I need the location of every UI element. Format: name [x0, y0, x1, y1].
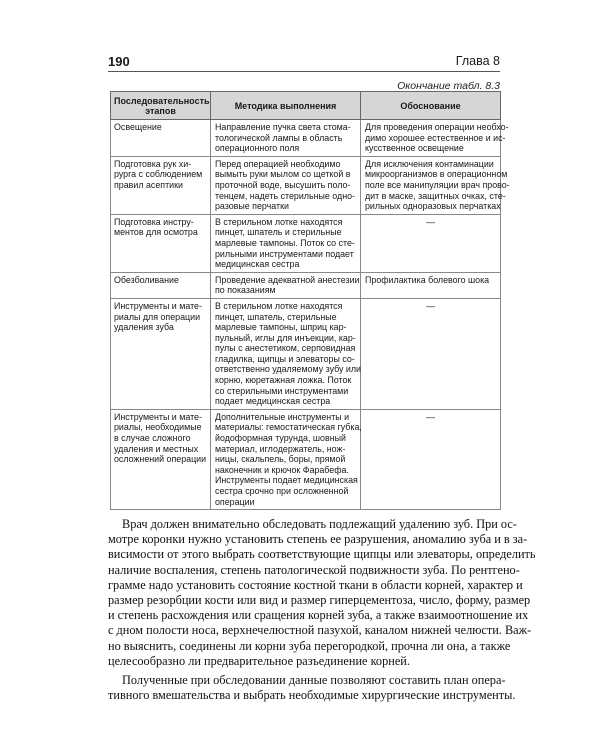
paragraph [108, 517, 536, 669]
cell-line: тенцем, надеть стерильные одно- [215, 190, 355, 201]
cell-line: в случае сложного [114, 433, 191, 444]
text-line: но выяснить, соединены ли корни зуба перегородкой, прочна ли она, а также [108, 638, 511, 653]
cell-line: Последовательность [114, 95, 210, 106]
running-header [108, 52, 500, 72]
cell-line: материал, иглодержатель, нож- [215, 443, 346, 454]
text-line: мотре коронки нужно установить степень ее разрушения, аномалию зуба и в за- [108, 532, 528, 547]
text-line: с дном полости носа, верхнечелюстной пазухой, каналом нижней челюсти. Важ- [108, 623, 532, 638]
cell-line: удаления зуба [114, 322, 174, 333]
cell-line: пулы с анестетиком, серповидная [215, 343, 356, 354]
cell-line: Инструменты и мате- [114, 411, 202, 422]
cell-line: вымыть руки мылом со щеткой в [215, 169, 351, 180]
text-line: и степень расхождения или сращения корней зуба, а также взаимоотношение их [108, 608, 529, 623]
text-line: размер резорбции кости или вид и размер гиперцементоза, число, форму, размер [108, 593, 531, 608]
text-line: грамме надо установить состояние костной ткани в области корней, характер и [108, 577, 523, 592]
cell-line: марлевые тампоны, шприц кар- [215, 322, 347, 333]
rationale-cell [361, 409, 501, 509]
column-header-method [211, 92, 361, 120]
cell-line: подает медицинская сестра [215, 396, 331, 407]
table-row [111, 298, 501, 409]
stage-cell [111, 120, 211, 157]
text-line: висимости от этого выбрать соответствующие щипцы или элеваторы, определить [108, 547, 536, 562]
method-cell [211, 156, 361, 214]
cell-line: операционного поля [215, 143, 300, 154]
cell-line: дит в маске, защитных очках, сте- [365, 190, 506, 201]
text-line: целесообразно ли предварительное разъединение корней. [108, 653, 410, 668]
cell-line: Подготовка инстру- [114, 216, 194, 227]
rationale-cell [361, 214, 501, 272]
method-cell [211, 409, 361, 509]
cell-line: — [426, 411, 435, 422]
body-text [108, 517, 536, 707]
rationale-cell [361, 272, 501, 298]
stage-cell [111, 156, 211, 214]
cell-line: димо хорошее естественное и ис- [365, 132, 506, 143]
cell-line: риалы, необходимые [114, 422, 202, 433]
cell-line: пульный, иглы для инъекции, кар- [215, 332, 356, 343]
cell-line: проточной воде, высушить поло- [215, 179, 351, 190]
cell-line: ментов для осмотра [114, 227, 198, 238]
cell-line: материалы: гемостатическая губка, [215, 422, 362, 433]
text-line: Полученные при обследовании данные позволяют составить план опера- [122, 673, 506, 688]
stage-cell [111, 214, 211, 272]
cell-line: В стерильном лотке находятся [215, 216, 343, 227]
cell-line: — [426, 300, 435, 311]
stage-cell [111, 272, 211, 298]
method-cell [211, 272, 361, 298]
cell-line: Инструменты подает медицинская [215, 475, 358, 486]
cell-line: гладилка, щипцы и элеваторы со- [215, 353, 355, 364]
table-row [111, 156, 501, 214]
table-row [111, 120, 501, 157]
cell-line: медицинская сестра [215, 259, 300, 270]
cell-line: ницы, скальпель, боры, прямой [215, 454, 346, 465]
cell-line: Направление пучка света стома- [215, 122, 351, 132]
cell-line: рурга с соблюдением [114, 169, 203, 180]
method-cell [211, 120, 361, 157]
cell-line: Профилактика болевого шока [365, 274, 490, 285]
cell-line: Методика выполнения [234, 100, 337, 111]
cell-line: тологической лампы в область [215, 132, 343, 143]
table-row [111, 272, 501, 298]
rationale-cell [361, 156, 510, 214]
cell-line: марлевые тампоны. Поток со сте- [215, 237, 355, 248]
cell-line: Проведение адекватной анестезии [215, 274, 360, 285]
cell-line: кусственное освещение [365, 143, 464, 154]
table-header-row [111, 92, 501, 120]
cell-line: сестра срочно при осложненной [215, 486, 349, 496]
procedure-table [110, 91, 510, 510]
table-row [111, 409, 501, 509]
cell-line: В стерильном лотке находятся [215, 300, 343, 311]
rationale-cell [361, 120, 509, 157]
text-line: тивного вмешательства и выбрать необходимые хирургические инструменты. [108, 688, 516, 703]
cell-line: удаления и местных [114, 443, 199, 454]
cell-line: рильными инструментами подает [215, 248, 354, 259]
cell-line: Перед операцией необходимо [215, 158, 341, 169]
cell-line: Для исключения контаминации [365, 158, 494, 169]
method-cell [211, 214, 361, 272]
cell-line: осложнений операции [114, 454, 207, 465]
cell-line: разовые перчатки [215, 201, 289, 212]
cell-line: Дополнительные инструменты и [215, 411, 350, 422]
cell-line: этапов [145, 105, 176, 116]
cell-line: правил асептики [114, 179, 183, 190]
paragraph [108, 673, 516, 703]
chapter-title: Глава 8 [455, 54, 500, 68]
cell-line: Обезболивание [114, 274, 179, 285]
page-number: 190 [108, 54, 130, 69]
cell-line: риалы для операции [114, 311, 201, 322]
cell-line: Освещение [114, 122, 162, 132]
rationale-cell [361, 298, 501, 409]
cell-line: со стерильными инструментами [215, 385, 349, 396]
stage-cell [111, 409, 211, 509]
cell-line: микроорганизмов в операционном [365, 169, 508, 180]
column-header-stage [111, 92, 211, 120]
cell-line: Для проведения операции необхо- [365, 122, 509, 132]
cell-line: Подготовка рук хи- [114, 158, 192, 169]
cell-line: Обоснование [400, 100, 461, 111]
cell-line: корню, кюретажная ложка. Поток [215, 375, 352, 386]
cell-line: ответственно удаляемому зубу или [215, 364, 361, 375]
column-header-rationale [361, 92, 501, 120]
cell-line: операции [215, 496, 255, 507]
table-row [111, 214, 501, 272]
cell-line: рильных одноразовых перчатках [365, 201, 501, 212]
cell-line: — [426, 216, 435, 227]
cell-line: наконечник и крючок Фарабефа. [215, 464, 349, 475]
header-divider [108, 71, 500, 72]
method-cell [211, 298, 361, 409]
text-line: Врач должен внимательно обследовать подлежащий удалению зуб. При ос- [122, 517, 517, 531]
table-caption: Окончание табл. 8.3 [397, 80, 500, 92]
cell-line: пинцет, шпатель и стерильные [215, 227, 342, 238]
cell-line: Инструменты и мате- [114, 300, 202, 311]
cell-line: пинцет, шпатель, стерильные [215, 311, 337, 322]
cell-line: по показаниям [215, 285, 276, 296]
text-line: наличие воспаления, степень патологической подвижности зуба. По рентгено- [108, 562, 520, 577]
cell-line: йодоформная турунда, шовный [215, 433, 346, 444]
stage-cell [111, 298, 211, 409]
cell-line: поле все манипуляции врач прово- [365, 179, 510, 190]
